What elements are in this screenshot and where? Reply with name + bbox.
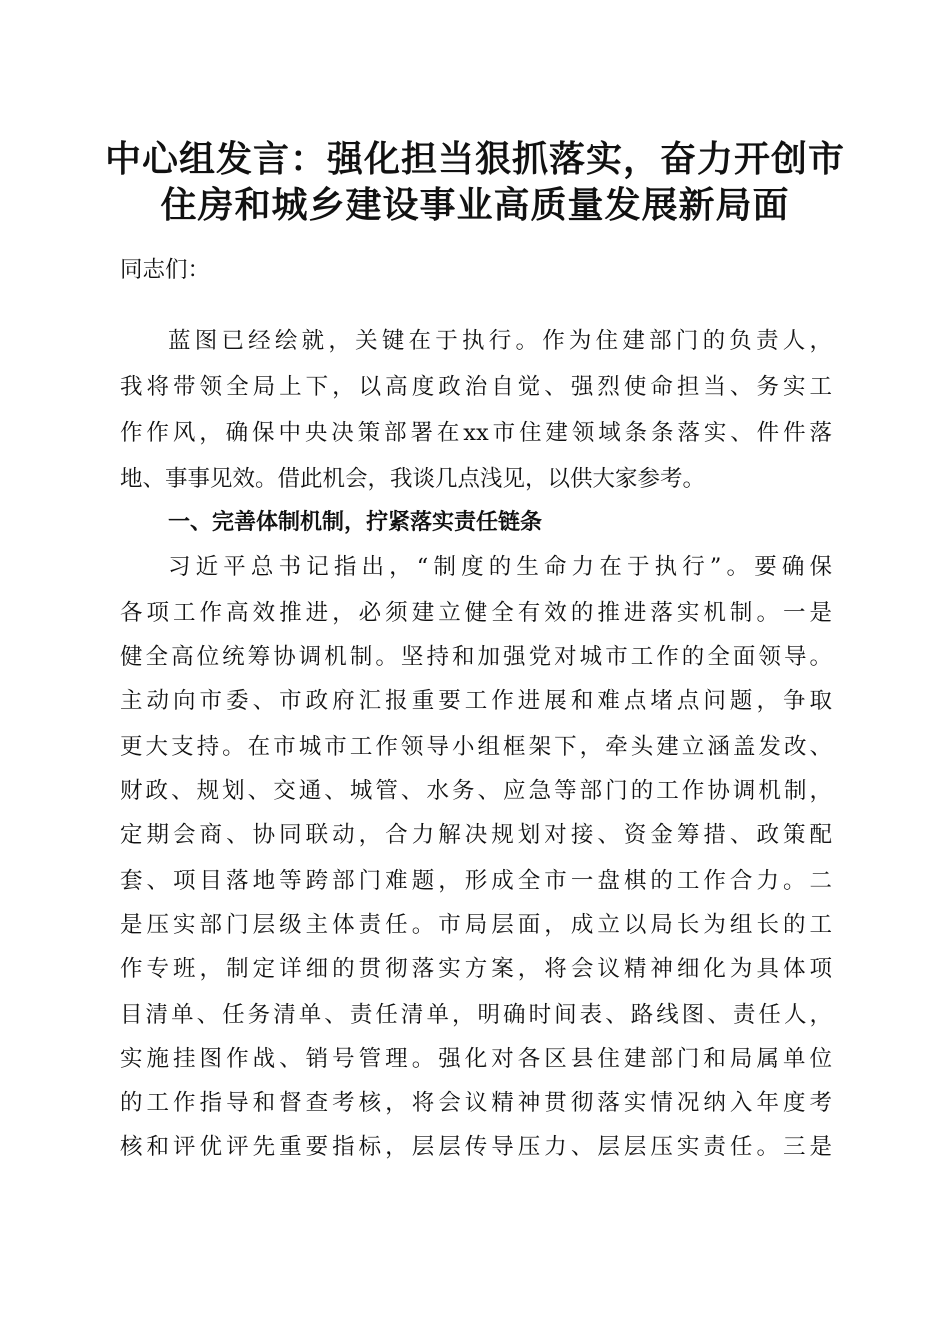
paragraph-line: 作专班，制定详细的贯彻落实方案，将会议精神细化为具体项 <box>120 956 832 982</box>
paragraph-line: 地、事事见效。借此机会，我谈几点浅见，以供大家参考。 <box>120 466 706 492</box>
section-heading: 一、完善体制机制，拧紧落实责任链条 <box>168 510 543 535</box>
greeting: 同志们： <box>120 257 211 283</box>
paragraph-line: 定期会商、协同联动，合力解决规划对接、资金筹措、政策配 <box>120 822 832 848</box>
paragraph-line: 财政、规划、交通、城管、水务、应急等部门的工作协调机制， <box>120 778 832 804</box>
paragraph-line: 更大支持。在市城市工作领导小组框架下，牵头建立涵盖发改、 <box>120 734 832 760</box>
document-title-line-1: 中心组发言：强化担当狠抓落实，奋力开创市 <box>104 138 845 180</box>
paragraph-line: 作作风，确保中央决策部署在xx市住建领域条条落实、件件落 <box>120 420 832 446</box>
paragraph-line: 实施挂图作战、销号管理。强化对各区县住建部门和局属单位 <box>120 1046 832 1072</box>
paragraph-line: 习近平总书记指出，“制度的生命力在于执行”。要确保 <box>168 554 832 580</box>
paragraph-line: 我将带领全局上下，以高度政治自觉、强烈使命担当、务实工 <box>120 374 832 400</box>
paragraph-line: 是压实部门层级主体责任。市局层面，成立以局长为组长的工 <box>120 912 832 938</box>
document-title-line-2: 住房和城乡建设事业高质量发展新局面 <box>160 184 790 226</box>
paragraph-line: 各项工作高效推进，必须建立健全有效的推进落实机制。一是 <box>120 600 832 626</box>
paragraph-line: 的工作指导和督查考核，将会议精神贯彻落实情况纳入年度考 <box>120 1090 832 1116</box>
paragraph-line: 套、项目落地等跨部门难题，形成全市一盘棋的工作合力。二 <box>120 868 832 894</box>
paragraph-line: 核和评优评先重要指标，层层传导压力、层层压实责任。三是 <box>120 1134 832 1160</box>
paragraph-line: 健全高位统筹协调机制。坚持和加强党对城市工作的全面领导。 <box>120 644 832 670</box>
paragraph-line: 主动向市委、市政府汇报重要工作进展和难点堵点问题，争取 <box>120 688 832 714</box>
paragraph-line: 蓝图已经绘就，关键在于执行。作为住建部门的负责人， <box>168 328 832 354</box>
paragraph-line: 目清单、任务清单、责任清单，明确时间表、路线图、责任人， <box>120 1002 832 1028</box>
